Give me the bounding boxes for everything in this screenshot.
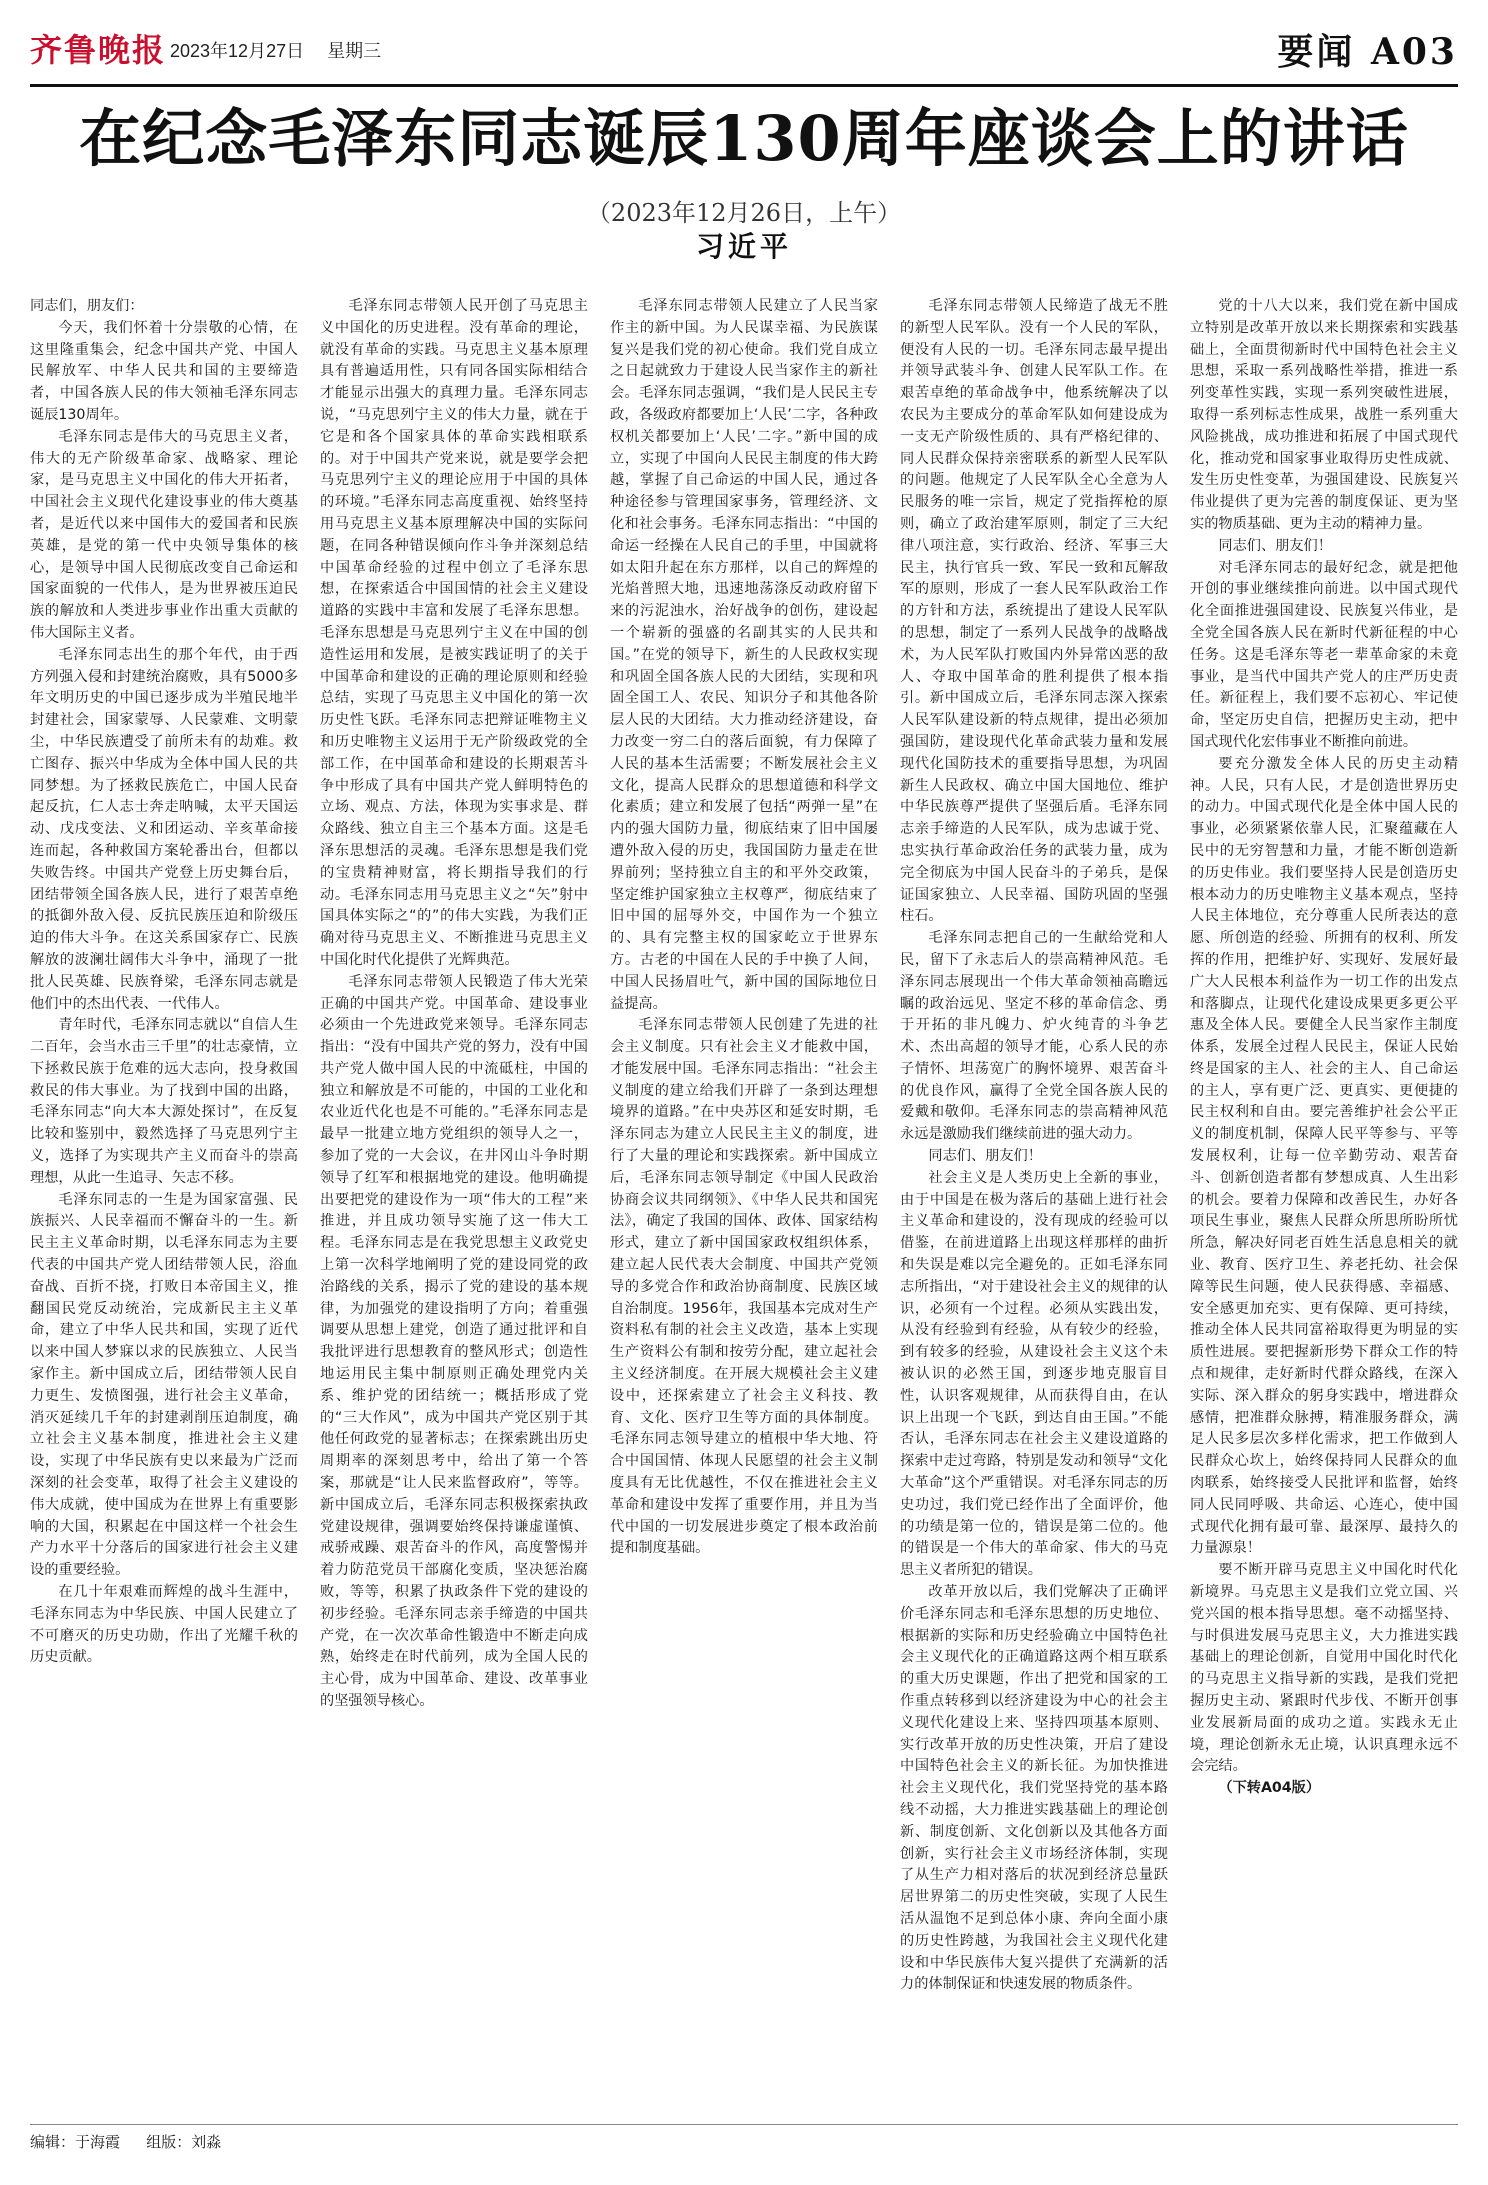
article-column-3 xyxy=(610,296,878,2108)
paragraph: 毛泽东同志是伟大的马克思主义者，伟大的无产阶级革命家、战略家、理论家，是马克思主义中国化的伟大开拓者，中国社会主义现代化建设事业的伟大奠基者，是近代以来中国伟大的爱国者和民族英雄，是党的第一代中央领导集体的核心，是领导中国人民彻底改变自己命运和国家面貌的一代伟人，是为世界被压迫民族的解放和人类进步事业作出重大贡献的伟大国际主义者。 xyxy=(30,428,298,641)
paragraph: 要充分激发全体人民的历史主动精神。人民，只有人民，才是创造世界历史的动力。中国式现代化是全体中国人民的事业，必须紧紧依靠人民，汇聚蕴藏在人民中的无穷智慧和力量，才能不断创造新的历史伟业。我们要坚持人民是创造历史根本动力的历史唯物主义基本观点，坚持人民主体地位，充分尊重人民所表达的意愿、所创造的经验、所拥有的权利、所发挥的作用，把维护好、实现好、发展好最广大人民根本利益作为一切工作的出发点和落脚点，让现代化建设成果更多更公平惠及全体人民。要健全人民当家作主制度体系，发展全过程人民民主，保证人民始终是国家的主人、社会的主人、自己命运的主人，享有更广泛、更真实、更便捷的民主权利和自由。要完善维护社会公平正义的制度机制，保障人民平等参与、平等发展权利，让每一位辛勤劳动、艰苦奋斗、创新创造者都有梦想成真、人生出彩的机会。要着力保障和改善民生，办好各项民生事业，聚焦人民群众所思所盼所忧所急，解决好同老百姓生活息息相关的就业、教育、医疗卫生、养老托幼、社会保障等民生问题，使人民获得感、幸福感、安全感更加充实、更有保障、更可持续，推动全体人民共同富裕取得更为明显的实质性进展。要把握新形势下群众工作的特点和规律，走好新时代群众路线，在深入实际、深入群众的躬身实践中，增进群众感情，把准群众脉搏，精准服务群众，满足人民多层次多样化需求，把工作做到人民群众心坎上，始终保持同人民群众的血肉联系，始终接受人民批评和监督，始终同人民同呼吸、共命运、心连心，使中国式现代化拥有最可靠、最深厚、最持久的力量源泉！ xyxy=(1190,755,1458,1557)
paragraph: 党的十八大以来，我们党在新中国成立特别是改革开放以来长期探索和实践基础上，全面贯彻新时代中国特色社会主义思想，采取一系列战略性举措，推进一系列变革性实践，实现一系列突破性进展，取得一系列标志性成果，战胜一系列重大风险挑战，成功推进和拓展了中国式现代化，推动党和国家事业取得历史性成就、发生历史性变革，为强国建设、民族复兴伟业提供了更为完善的制度保证、更为坚实的物质基础、更为主动的精神力量。 xyxy=(1190,298,1458,532)
footer-divider xyxy=(30,2124,1458,2125)
paragraph: 要不断开辟马克思主义中国化时代化新境界。马克思主义是我们立党立国、兴党兴国的根本指导思想。毫不动摇坚持、与时俱进发展马克思主义，大力推进实践基础上的理论创新，自觉用中国化时代化的马克思主义指导新的实践，是我们党把握历史主动、紧跟时代步伐、不断开创事业发展新局面的成功之道。实践永无止境，理论创新永无止境，认识真理永远不会完结。 xyxy=(1190,1562,1458,1775)
masthead-divider xyxy=(30,84,1458,87)
issue-date: 2023年12月27日 xyxy=(170,41,305,61)
continued-note: （下转A04版） xyxy=(1218,1780,1321,1797)
paragraph: 改革开放以后，我们党解决了正确评价毛泽东同志和毛泽东思想的历史地位、根据新的实际和历史经验确立中国特色社会主义现代化的正确道路这两个相互联系的重大历史课题，作出了把党和国家的工作重点转移到以经济建设为中心的社会主义现代化建设上来、坚持四项基本原则、实行改革开放的历史性决策，开启了建设中国特色社会主义的新长征。为加快推进社会主义现代化，我们党坚持党的基本路线不动摇，大力推进实践基础上的理论创新、制度创新、文化创新以及其他各方面创新，实行社会主义市场经济体制，实现了从生产力相对落后的状况到经济总量跃居世界第二的历史性突破，实现了人民生活从温饱不足到总体小康、奔向全面小康的历史性跨越，为我国社会主义现代化建设和中华民族伟大复兴提供了充满新的活力的体制保证和快速发展的物质条件。 xyxy=(900,1584,1168,1993)
editor-credit: 编辑：于海霞 xyxy=(30,2134,121,2151)
dateline xyxy=(170,38,399,64)
paragraph: 对毛泽东同志的最好纪念，就是把他开创的事业继续推向前进。以中国式现代化全面推进强国建设、民族复兴伟业，是全党全国各族人民在新时代新征程的中心任务。这是毛泽东等老一辈革命家的未竟事业，是当代中国共产党人的庄严历史责任。新征程上，我们要不忘初心、牢记使命，坚定历史自信，把握历史主动，把中国式现代化宏伟事业不断推向前进。 xyxy=(1190,559,1458,750)
page-title: 在纪念毛泽东同志诞辰130周年座谈会上的讲话 xyxy=(79,102,1409,175)
article-column-5 xyxy=(1190,296,1458,2108)
paragraph: 同志们、朋友们！ xyxy=(1218,537,1332,554)
paragraph: 毛泽东同志带领人民建立了人民当家作主的新中国。为人民谋幸福、为民族谋复兴是我们党的初心使命。我们党自成立之日起就致力于建设人民当家作主的新社会。毛泽东同志强调，“我们是人民民主专政，各级政府都要加上‘人民’二字，各种政权机关都要加上‘人民’二字。”新中国的成立，实现了中国向人民民主制度的伟大跨越，掌握了自己命运的中国人民，通过各种途径参与管理国家事务，管理经济、文化和社会事务。毛泽东同志指出：“中国的命运一经操在人民自己的手里，中国就将如太阳升起在东方那样，以自己的辉煌的光焰普照大地，迅速地荡涤反动政府留下来的污泥浊水，治好战争的创伤，建设起一个崭新的强盛的名副其实的人民共和国。”在党的领导下，新生的人民政权实现和巩固全国各族人民的大团结，实现和巩固全国工人、农民、知识分子和其他各阶层人民的大团结。大力推动经济建设，奋力改变一穷二白的落后面貌，有力保障了人民的基本生活需要；不断发展社会主义文化，提高人民群众的思想道德和科学文化素质；建立和发展了包括“两弹一星”在内的强大国防力量，彻底结束了旧中国屡遭外敌入侵的历史，我国国防力量走在世界前列；坚持独立自主的和平外交政策，坚定维护国家独立主权尊严，彻底结束了旧中国的屈辱外交，中国作为一个独立的、具有完整主权的国家屹立于世界东方。古老的中国在人民的手中换了人间，中国人民扬眉吐气，新中国的国际地位日益提高。 xyxy=(610,298,878,1012)
layout-credit: 组版：刘淼 xyxy=(146,2134,222,2151)
paragraph: 毛泽东同志把自己的一生献给党和人民，留下了永志后人的崇高精神风范。毛泽东同志展现出一个伟大革命领袖高瞻远瞩的政治远见、坚定不移的革命信念、勇于开拓的非凡魄力、炉火纯青的斗争艺术、杰出高超的领导才能，心系人民的赤子情怀、坦荡宽广的胸怀境界、艰苦奋斗的优良作风，赢得了全党全国各族人民的爱戴和敬仰。毛泽东同志的崇高精神风范永远是激励我们继续前进的强大动力。 xyxy=(900,930,1168,1143)
paragraph: 毛泽东同志的一生是为国家富强、民族振兴、人民幸福而不懈奋斗的一生。新民主主义革命时期，以毛泽东同志为主要代表的中国共产党人团结带领人民，浴血奋战、百折不挠，打败日本帝国主义，推翻国民党反动统治，完成新民主主义革命，建立了中华人民共和国，实现了近代以来中国人梦寐以求的民族独立、人民当家作主。新中国成立后，团结带领人民自力更生、发愤图强，进行社会主义革命，消灭延续几千年的封建剥削压迫制度，确立社会主义基本制度，推进社会主义建设，实现了中华民族有史以来最为广泛而深刻的社会变革，取得了社会主义建设的伟大成就，使中国成为在世界上有重要影响的大国，积累起在中国这样一个社会生产力水平十分落后的国家进行社会主义建设的重要经验。 xyxy=(30,1191,298,1579)
masthead xyxy=(30,30,1458,80)
article-column-1 xyxy=(30,296,298,2108)
footer-credits xyxy=(30,2132,243,2154)
paragraph: 毛泽东同志出生的那个年代，由于西方列强入侵和封建统治腐败，具有5000多年文明历史的中国已逐步成为半殖民地半封建社会，国家蒙辱、人民蒙难、文明蒙尘，中华民族遭受了前所未有的劫难。救亡图存、振兴中华成为全体中国人民的共同梦想。为了拯救民族危亡，中国人民奋起反抗，仁人志士奔走呐喊，太平天国运动、戊戌变法、义和团运动、辛亥革命接连而起，各种救国方案轮番出台，但都以失败告终。中国共产党登上历史舞台后，团结带领全国各族人民，进行了艰苦卓绝的抵御外敌入侵、反抗民族压迫和阶级压迫的伟大斗争。在这关系国家存亡、民族解放的波澜壮阔伟大斗争中，涌现了一批批人民英雄、民族脊梁，毛泽东同志就是他们中的杰出代表、一代伟人。 xyxy=(30,646,298,1012)
byline: 习近平 xyxy=(695,230,792,263)
paragraph: 同志们、朋友们！ xyxy=(928,1148,1042,1165)
paragraph: 今天，我们怀着十分崇敬的心情，在这里隆重集会，纪念中国共产党、中国人民解放军、中华人民共和国的主要缔造者，中国各族人民的伟大领袖毛泽东同志诞辰130周年。 xyxy=(30,319,298,423)
article-column-2 xyxy=(320,296,588,2108)
paragraph: 毛泽东同志带领人民开创了马克思主义中国化的历史进程。没有革命的理论，就没有革命的实践。马克思主义基本原理具有普遍适用性，只有同各国实际相结合才能显示出强大的真理力量。毛泽东同志说，“马克思列宁主义的伟大力量，就在于它是和各个国家具体的革命实践相联系的。对于中国共产党来说，就是要学会把马克思列宁主义的理论应用于中国的具体的环境。”毛泽东同志高度重视、始终坚持用马克思主义基本原理解决中国的实际问题，在同各种错误倾向作斗争并深刻总结中国革命经验的过程中创立了毛泽东思想，在探索适合中国国情的社会主义建设道路的实践中丰富和发展了毛泽东思想。毛泽东思想是马克思列宁主义在中国的创造性运用和发展，是被实践证明了的关于中国革命和建设的正确的理论原则和经验总结，实现了马克思主义中国化的第一次历史性飞跃。毛泽东同志把辩证唯物主义和历史唯物主义运用于无产阶级政党的全部工作，在中国革命和建设的长期艰苦斗争中形成了具有中国共产党人鲜明特色的立场、观点、方法，体现为实事求是、群众路线、独立自主三个基本方面。这是毛泽东思想活的灵魂。毛泽东思想是我们党的宝贵精神财富，将长期指导我们的行动。毛泽东同志用马克思主义之“矢”射中国具体实际之“的”的伟大实践，为我们正确对待马克思主义、不断推进马克思主义中国化时代化提供了光辉典范。 xyxy=(320,298,588,968)
speech-date: （2023年12月26日，上午） xyxy=(586,199,902,227)
paragraph: 社会主义是人类历史上全新的事业，由于中国是在极为落后的基础上进行社会主义革命和建设的，没有现成的经验可以借鉴，在前进道路上出现这样那样的曲折和失误是难以完全避免的。正如毛泽东同志所指出，“对于建设社会主义的规律的认识，必须有一个过程。必须从实践出发，从没有经验到有经验，从有较少的经验，到有较多的经验，从建设社会主义这个未被认识的必然王国，到逐步地克服盲目性，认识客观规律，从而获得自由，在认识上出现一个飞跃，到达自由王国。”不能否认，毛泽东同志在社会主义建设道路的探索中走过弯路，特别是发动和领导“文化大革命”这个严重错误。对毛泽东同志的历史功过，我们党已经作出了全面评价，他的功绩是第一位的，错误是第二位的。他的错误是一个伟大的革命家、伟大的马克思主义者所犯的错误。 xyxy=(900,1169,1168,1579)
paragraph: 青年时代，毛泽东同志就以“自信人生二百年，会当水击三千里”的壮志豪情，立下拯救民族于危难的远大志向，投身救国救民的伟大事业。为了找到中国的出路，毛泽东同志“向大本大源处探讨”，在反复比较和鉴别中，毅然选择了马克思列宁主义，选择了为实现共产主义而奋斗的崇高理想，从此一生追寻、矢志不移。 xyxy=(30,1017,298,1186)
article-body xyxy=(30,296,1458,2108)
section-page-label: 要闻 A03 xyxy=(1277,31,1458,73)
article-column-4 xyxy=(900,296,1168,2108)
salutation: 同志们，朋友们： xyxy=(30,298,144,314)
newspaper-logo: 齐鲁晚报 xyxy=(30,31,167,69)
paragraph: 毛泽东同志带领人民创建了先进的社会主义制度。只有社会主义才能救中国，才能发展中国。毛泽东同志指出：“社会主义制度的建立给我们开辟了一条到达理想境界的道路。”在中央苏区和延安时期，毛泽东同志为建立人民民主主义的制度，进行了大量的理论和实践探索。新中国成立后，毛泽东同志领导制定《中国人民政治协商会议共同纲领》、《中华人民共和国宪法》，确定了我国的国体、政体、国家结构形式，建立了新中国国家政权组织体系，建立起人民代表大会制度、中国共产党领导的多党合作和政治协商制度、民族区域自治制度。1956年，我国基本完成对生产资料私有制的社会主义改造，基本上实现生产资料公有制和按劳分配，建立起社会主义经济制度。在开展大规模社会主义建设中，还探索建立了社会主义科技、教育、文化、医疗卫生等方面的具体制度。毛泽东同志领导建立的植根中华大地、符合中国国情、体现人民愿望的社会主义制度具有无比优越性，不仅在推进社会主义革命和建设中发挥了重要作用，并且为当代中国的一切发展进步奠定了根本政治前提和制度基础。 xyxy=(610,1017,878,1557)
paragraph: 在几十年艰难而辉煌的战斗生涯中，毛泽东同志为中华民族、中国人民建立了不可磨灭的历史功勋，作出了光耀千秋的历史贡献。 xyxy=(30,1584,298,1666)
issue-weekday: 星期三 xyxy=(327,41,382,61)
paragraph: 毛泽东同志带领人民锻造了伟大光荣正确的中国共产党。中国革命、建设事业必须由一个先进政党来领导。毛泽东同志指出：“没有中国共产党的努力，没有中国共产党人做中国人民的中流砥柱，中国的独立和解放是不可能的，中国的工业化和农业近代化也是不可能的。”毛泽东同志是最早一批建立地方党组织的领导人之一，参加了党的一大会议，在井冈山斗争时期领导了红军和根据地党的建设。他明确提出要把党的建设作为一项“伟大的工程”来推进，并且成功领导实施了这一伟大工程。毛泽东同志是在我党思想主义政党史上第一次科学地阐明了党的建设同党的政治路线的关系，揭示了党的建设的基本规律，为加强党的建设指明了方向；着重强调要从思想上建党，创造了通过批评和自我批评进行思想教育的整风形式；创造性地运用民主集中制原则正确处理党内关系、维护党的团结统一；概括形成了党的“三大作风”，成为中国共产党区别于其他任何政党的显著标志；在探索跳出历史周期率的深刻思考中，给出了第一个答案，那就是“让人民来监督政府”，等等。新中国成立后，毛泽东同志积极探索执政党建设规律，强调要始终保持谦虚谨慎、戒骄戒躁、艰苦奋斗的作风，高度警惕并着力防范党员干部腐化变质，坚决惩治腐败，等等，积累了执政条件下党的建设的初步经验。毛泽东同志亲手缔造的中国共产党，在一次次革命性锻造中不断走向成熟，始终走在时代前列，成为全国人民的主心骨，成为中国革命、建设、改革事业的坚强领导核心。 xyxy=(320,973,588,1709)
paragraph: 毛泽东同志带领人民缔造了战无不胜的新型人民军队。没有一个人民的军队，便没有人民的一切。毛泽东同志最早提出并领导武装斗争、创建人民军队工作。在艰苦卓绝的革命战争中，他系统解决了以农民为主要成分的革命军队如何建设成为一支无产阶级性质的、具有严格纪律的、同人民群众保持亲密联系的新型人民军队的问题。他规定了人民军队全心全意为人民服务的唯一宗旨，规定了党指挥枪的原则，确立了政治建军原则，制定了三大纪律八项注意，实行政治、经济、军事三大民主，执行官兵一致、军民一致和瓦解敌军的原则，形成了一套人民军队政治工作的方针和方法，系统提出了建设人民军队的思想，制定了一系列人民战争的战略战术，为人民军队打败国内外异常凶恶的敌人、夺取中国革命的胜利提供了根本指引。新中国成立后，毛泽东同志深入探索人民军队建设新的特点规律，提出必须加强国防，建设现代化革命武装力量和发展现代化国防技术的重要指导思想，为巩固新生人民政权、确立中国大国地位、维护中华民族尊严提供了坚强后盾。毛泽东同志亲手缔造的人民军队，成为忠诚于党、忠实执行革命政治任务的武装力量，成为完全彻底为中国人民奋斗的子弟兵，是保证国家独立、人民幸福、国防巩固的坚强柱石。 xyxy=(900,298,1168,925)
